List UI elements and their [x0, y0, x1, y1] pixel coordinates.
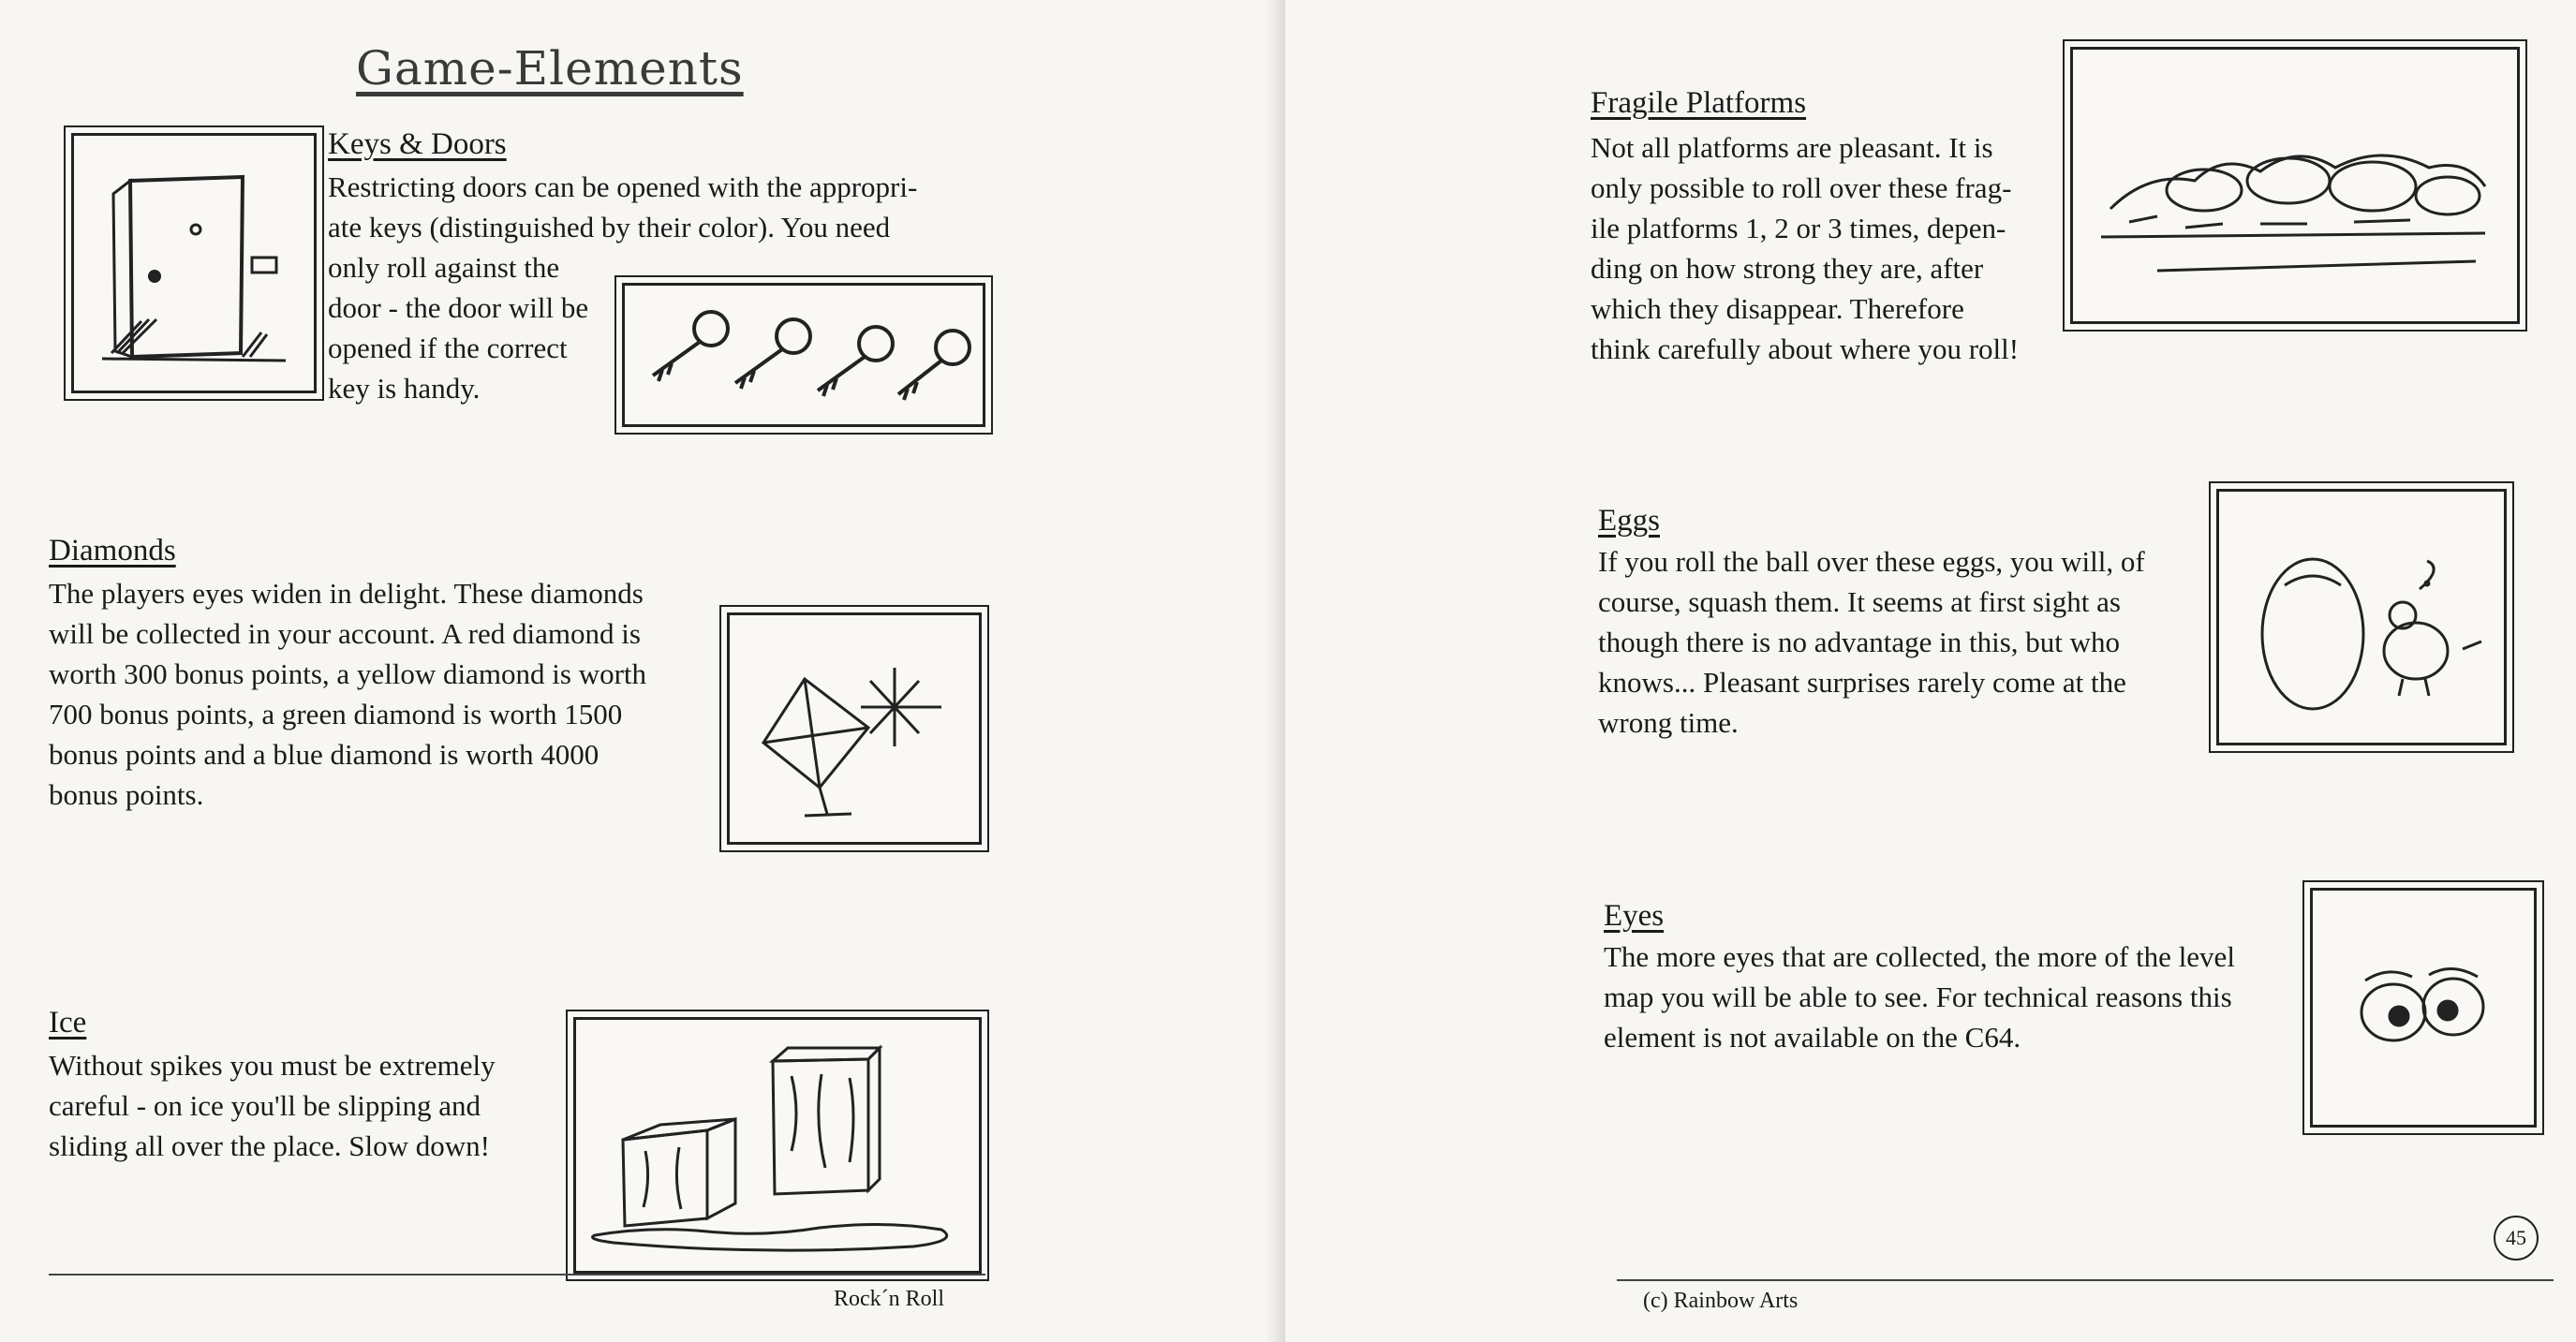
ice-block-icon	[576, 1020, 979, 1271]
keys-illustration	[622, 283, 985, 427]
keys-icon	[625, 286, 983, 424]
diamond-illustration	[727, 612, 982, 845]
text-line: door - the door will be	[328, 291, 589, 324]
text-line: which they disappear. Therefore	[1591, 292, 1964, 325]
fragile-platforms-title: Fragile Platforms	[1591, 86, 1807, 120]
text-line: sliding all over the place. Slow down!	[49, 1129, 490, 1162]
text-line: map you will be able to see. For technical reasons this	[1604, 981, 2232, 1013]
eggs-title: Eggs	[1598, 504, 1660, 538]
eyes-illustration	[2310, 888, 2537, 1128]
text-line: bonus points.	[49, 778, 204, 811]
door-icon	[74, 136, 314, 391]
text-line: Not all platforms are pleasant. It is	[1591, 131, 1993, 164]
text-line: though there is no advantage in this, but who	[1598, 626, 2121, 658]
text-line: course, squash them. It seems at first sight as	[1598, 585, 2121, 618]
text-line: only roll against the	[328, 251, 560, 284]
text-line: The more eyes that are collected, the more of the level	[1604, 940, 2235, 973]
text-line: ding on how strong they are, after	[1591, 252, 1984, 285]
left-page	[0, 0, 1285, 1342]
footer-divider	[49, 1274, 985, 1276]
fragile-platforms-text	[1591, 127, 2019, 369]
page-number: 45	[2494, 1216, 2539, 1261]
text-line: element is not available on the C64.	[1604, 1021, 2021, 1054]
text-line: worth 300 bonus points, a yellow diamond is worth	[49, 657, 647, 690]
diamond-icon	[730, 615, 979, 842]
text-line: Restricting doors can be opened with the appropri-	[328, 170, 918, 203]
text-line: bonus points and a blue diamond is worth 4000	[49, 738, 600, 771]
footer-title: Rock´n Roll	[834, 1287, 944, 1311]
egg-and-chick-icon	[2219, 492, 2504, 743]
fragile-platform-illustration	[2070, 47, 2520, 324]
footer-divider	[1617, 1279, 2554, 1281]
eggs-text	[1598, 541, 2145, 743]
text-line: opened if the correct	[328, 332, 568, 364]
text-line: think carefully about where you roll!	[1591, 332, 2020, 365]
right-page	[1285, 0, 2576, 1342]
eyes-text	[1604, 936, 2235, 1057]
page-heading: Game-Elements	[356, 41, 744, 96]
text-line: will be collected in your account. A red diamond is	[49, 617, 641, 650]
text-line: knows... Pleasant surprises rarely come at the	[1598, 666, 2126, 699]
keys-doors-title: Keys & Doors	[328, 127, 507, 161]
text-line: wrong time.	[1598, 706, 1739, 739]
text-line: If you roll the ball over these eggs, you will, of	[1598, 545, 2145, 578]
eyes-icon	[2313, 891, 2534, 1125]
text-line: The players eyes widen in delight. These diamonds	[49, 577, 644, 610]
ice-illustration	[573, 1017, 982, 1274]
diamonds-title: Diamonds	[49, 534, 176, 568]
footer-copyright: (c) Rainbow Arts	[1643, 1289, 1799, 1313]
text-line: ate keys (distinguished by their color). You need	[328, 211, 891, 243]
rubble-icon	[2073, 50, 2517, 321]
text-line: careful - on ice you'll be slipping and	[49, 1089, 481, 1122]
text-line: 700 bonus points, a green diamond is worth 1500	[49, 698, 623, 730]
ice-title: Ice	[49, 1006, 87, 1040]
door-illustration	[71, 133, 317, 393]
diamonds-text	[49, 573, 646, 815]
text-line: key is handy.	[328, 372, 481, 405]
text-line: Without spikes you must be extremely	[49, 1049, 496, 1082]
eyes-title: Eyes	[1604, 899, 1665, 933]
text-line: only possible to roll over these frag-	[1591, 171, 2012, 204]
ice-text	[49, 1045, 496, 1166]
egg-illustration	[2216, 489, 2507, 745]
text-line: ile platforms 1, 2 or 3 times, depen-	[1591, 212, 2006, 244]
